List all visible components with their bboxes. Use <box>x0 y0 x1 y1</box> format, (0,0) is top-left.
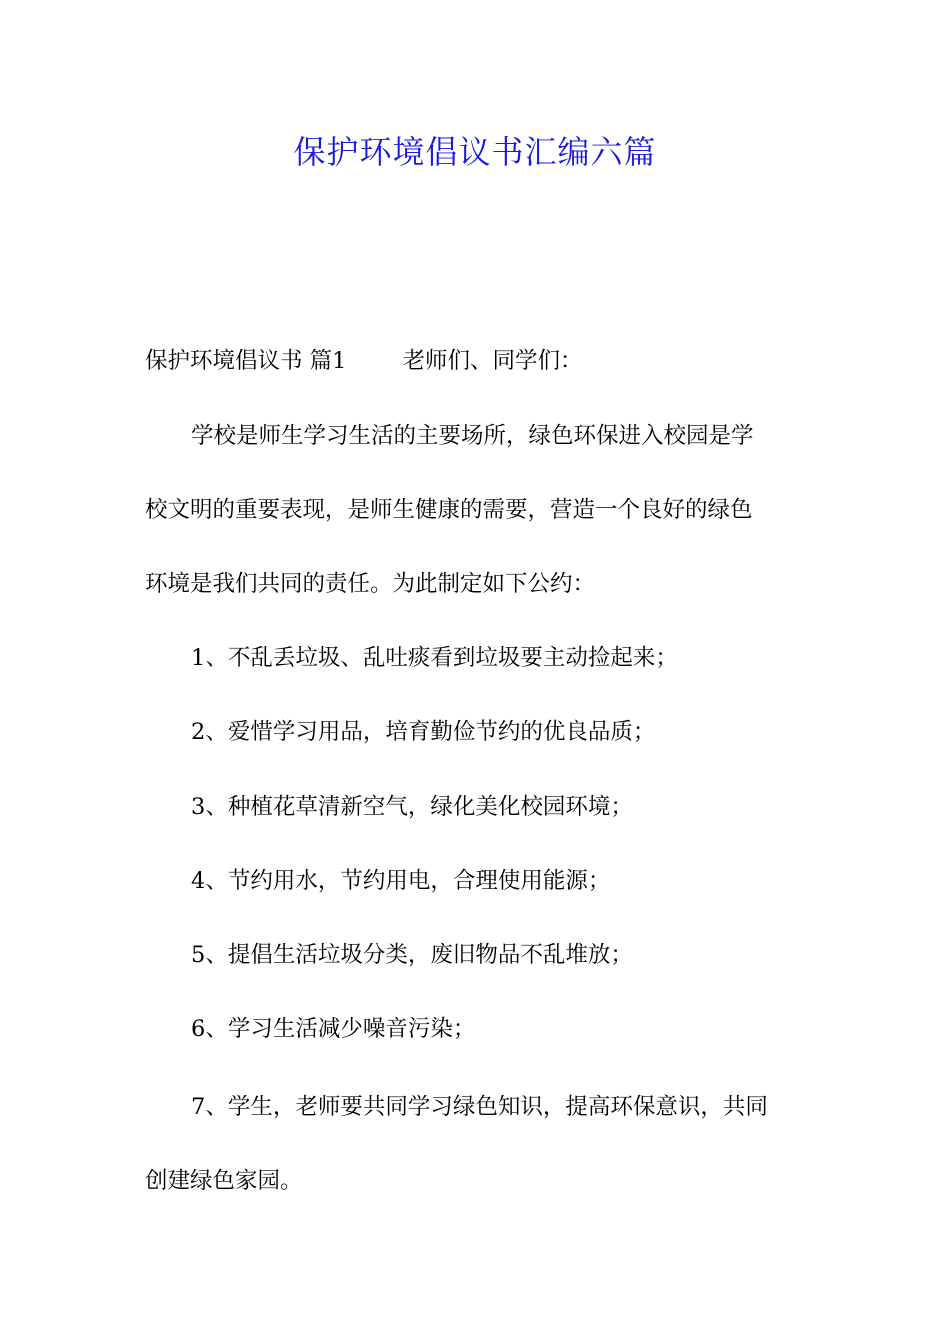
paragraph-line: 学校是师生学习生活的主要场所，绿色环保进入校园是学 <box>191 423 754 449</box>
list-item-continuation: 创建绿色家园。 <box>145 1168 303 1194</box>
paragraph-line: 校文明的重要表现，是师生健康的需要，营造一个良好的绿色 <box>145 497 753 523</box>
list-item: 6、学习生活减少噪音污染； <box>191 1016 476 1042</box>
list-item: 2、爱惜学习用品，培育勤俭节约的优良品质； <box>191 719 656 745</box>
salutation: 老师们、同学们： <box>402 348 583 374</box>
section-heading-line <box>145 346 810 376</box>
list-item: 4、节约用水，节约用电，合理使用能源； <box>191 868 611 894</box>
list-item: 7、学生，老师要共同学习绿色知识，提高环保意识，共同 <box>191 1094 768 1120</box>
section-heading: 保护环境倡议书 篇1 <box>145 348 347 374</box>
list-item: 3、种植花草清新空气，绿化美化校园环境； <box>191 794 633 820</box>
list-item: 5、提倡生活垃圾分类，废旧物品不乱堆放； <box>191 942 633 968</box>
paragraph-line: 环境是我们共同的责任。为此制定如下公约： <box>145 571 596 597</box>
list-item: 1、不乱丢垃圾、乱吐痰看到垃圾要主动捡起来； <box>191 645 678 671</box>
document-title: 保护环境倡议书汇编六篇 <box>293 133 657 171</box>
